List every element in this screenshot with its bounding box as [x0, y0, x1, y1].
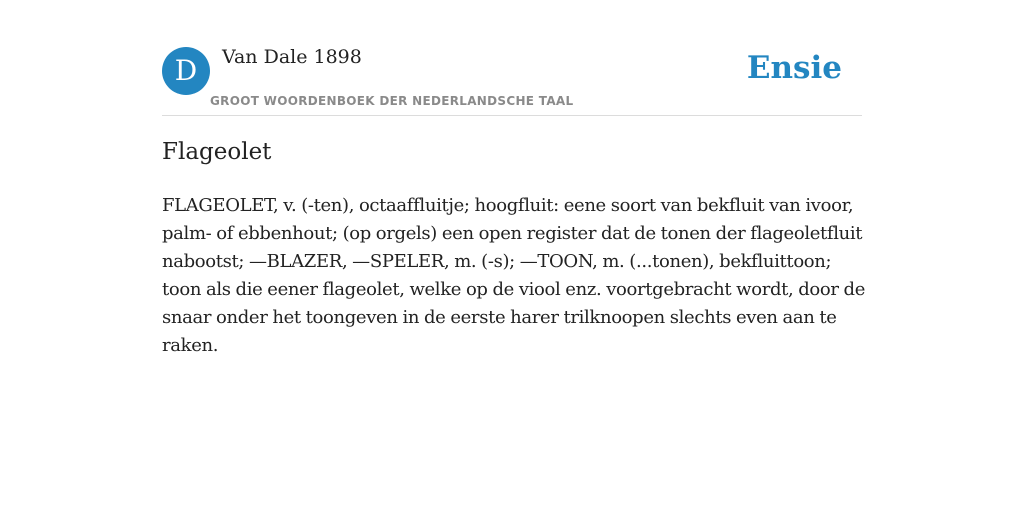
source-subtitle: GROOT WOORDENBOEK DER NEDERLANDSCHE TAAL: [210, 94, 574, 108]
entry-title: Flageolet: [162, 139, 272, 165]
entry-definition: FLAGEOLET, v. (-ten), octaaffluitje; hoogfluit: eene soort van bekfluit van ivoor, palm- of ebbenhout; (op orgels) een open register dat de tonen der flageoletfluit nabootst; —BLAZER, —SPELER, m. (-s); —TOON, m. (...tonen), bekfluittoon; toon als die eener flageolet, welke op de viool enz. voortgebracht wordt, door de snaar onder het toongeven in de eerste harer trilknoopen slechts even aan te raken.: [162, 195, 866, 356]
source-title[interactable]: Van Dale 1898: [222, 46, 362, 68]
source-header: [162, 44, 862, 116]
source-logo-icon[interactable]: D: [162, 47, 210, 95]
brand-logo[interactable]: Ensie: [746, 50, 842, 86]
